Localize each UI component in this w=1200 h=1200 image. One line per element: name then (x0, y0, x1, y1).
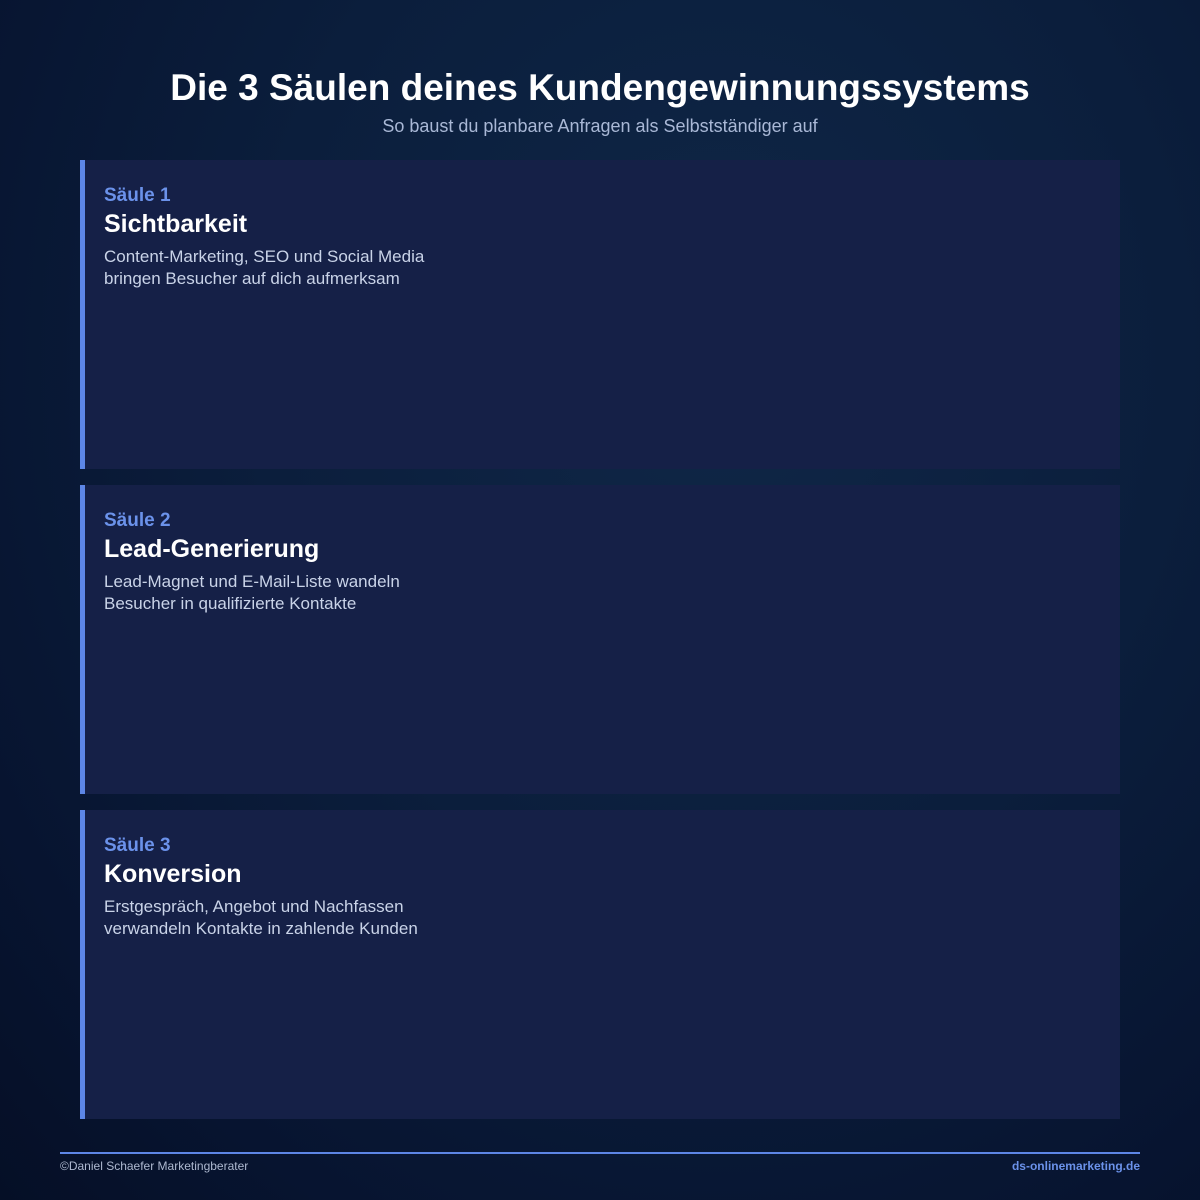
header (0, 64, 1200, 138)
footer-copyright: ©Daniel Schaefer Marketingberater (60, 1159, 249, 1173)
pillar-content (104, 184, 524, 290)
pillars-list (80, 160, 1120, 1119)
pillar-number: Säule 2 (104, 510, 171, 531)
pillar-title: Sichtbarkeit (104, 210, 248, 238)
pillar-description: Lead-Magnet und E-Mail-Liste wandeln Besucher in qualifizierte Kontakte (104, 572, 400, 613)
pillar-title: Konversion (104, 860, 242, 888)
pillar-description: Erstgespräch, Angebot und Nachfassen verwandeln Kontakte in zahlende Kunden (104, 897, 418, 938)
pillar-title: Lead-Generierung (104, 535, 320, 563)
page-subtitle: So baust du planbare Anfragen als Selbstständiger auf (382, 116, 818, 136)
pillar-card-2 (80, 485, 1120, 794)
pillar-description: Content-Marketing, SEO und Social Media bringen Besucher auf dich aufmerksam (104, 247, 425, 288)
pillar-card-1 (80, 160, 1120, 469)
pillar-content (104, 834, 524, 940)
pillar-content (104, 509, 524, 615)
pillar-number: Säule 1 (104, 185, 171, 206)
footer-divider (60, 1152, 1140, 1154)
pillar-card-3 (80, 810, 1120, 1119)
footer-website-link[interactable]: ds-onlinemarketing.de (1011, 1159, 1140, 1173)
pillar-number: Säule 3 (104, 835, 171, 856)
page-title: Die 3 Säulen deines Kundengewinnungssystems (170, 67, 1030, 108)
